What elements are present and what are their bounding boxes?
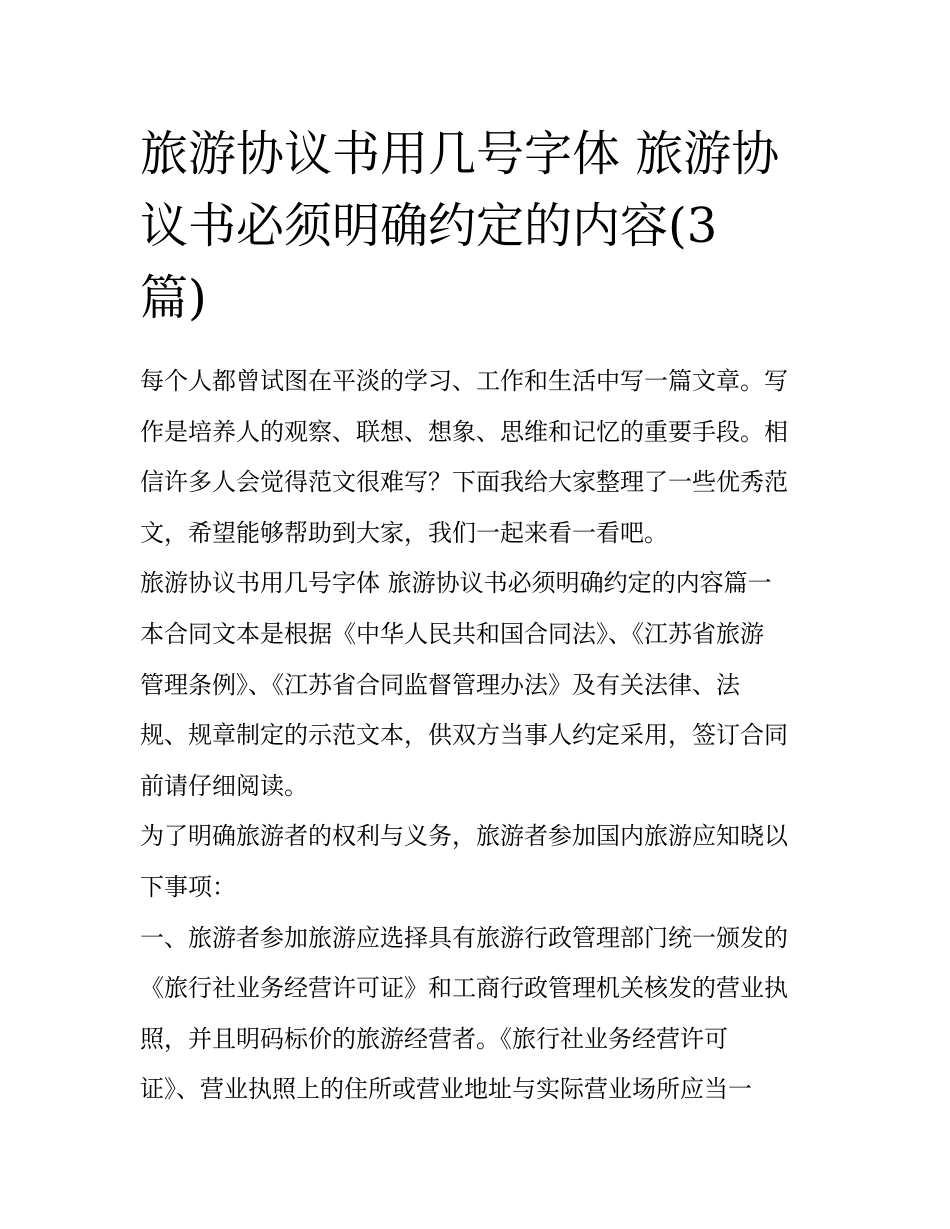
body-line: 文，希望能够帮助到大家，我们一起来看一看吧。 (140, 518, 668, 547)
body-line: 作是培养人的观察、联想、想象、思维和记忆的重要手段。相 (140, 417, 788, 446)
body-line: 《旅行社业务经营许可证》和工商行政管理机关核发的营业执 (140, 974, 788, 1003)
body-line: 旅游协议书用几号字体 旅游协议书必须明确约定的内容篇一 (140, 569, 772, 598)
document-title (140, 118, 820, 334)
body-line: 照，并且明码标价的旅游经营者。《旅行社业务经营许可 (140, 1024, 728, 1053)
body-line: 管理条例》、《江苏省合同监督管理办法》及有关法律、法 (140, 670, 740, 699)
body-line: 规、规章制定的示范文本，供双方当事人约定采用，签订合同 (140, 721, 788, 750)
body-line: 为了明确旅游者的权利与义务，旅游者参加国内旅游应知晓以 (140, 822, 788, 851)
body-line: 本合同文本是根据《中华人民共和国合同法》、《江苏省旅游 (140, 619, 764, 648)
body-line: 信许多人会觉得范文很难写？下面我给大家整理了一些优秀范 (140, 468, 788, 497)
body-line: 一、旅游者参加旅游应选择具有旅游行政管理部门统一颁发的 (140, 923, 788, 952)
document-body (140, 356, 815, 1115)
title-line: 篇) (140, 270, 207, 326)
body-line: 前请仔细阅读。 (140, 771, 308, 800)
body-line: 每个人都曾试图在平淡的学习、工作和生活中写一篇文章。写 (140, 367, 788, 395)
title-line: 议书必须明确约定的内容(3 (140, 198, 718, 254)
title-line: 旅游协议书用几号字体 旅游协 (140, 126, 780, 182)
body-line: 证》、营业执照上的住所或营业地址与实际营业场所应当一 (140, 1075, 752, 1104)
body-line: 下事项： (140, 872, 236, 901)
